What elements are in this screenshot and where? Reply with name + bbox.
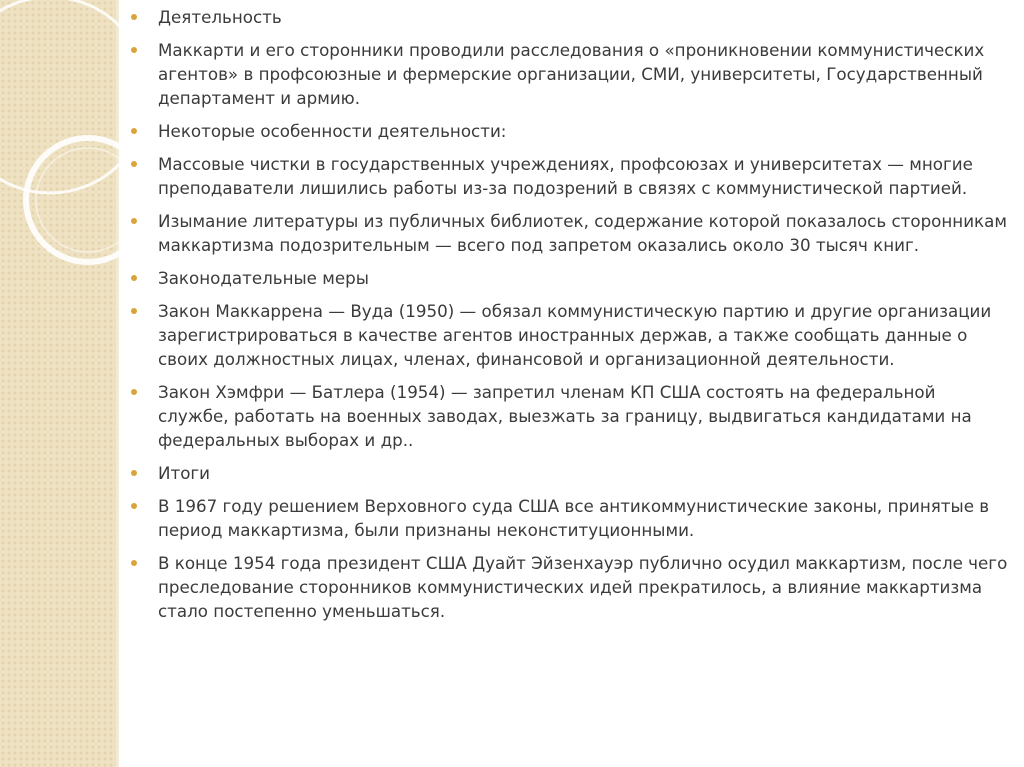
bullet-item	[126, 494, 1011, 542]
bullet-dot-icon	[131, 161, 137, 167]
bullet-text: Маккарти и его сторонники проводили расследования о «проникновении коммунистических агентов» в профсоюзные и фермерские организации, СМИ, университеты, Государственный департамент и армию.	[158, 40, 985, 108]
bullet-text: В 1967 году решением Верховного суда США все антикоммунистические законы, принятые в период маккартизма, были признаны неконституционными.	[158, 496, 990, 540]
bullet-text: Изымание литературы из публичных библиотек, содержание которой показалось сторонникам маккартизма подозрительным — всего под запретом оказались около 30 тысяч книг.	[158, 211, 1007, 255]
bullet-dot-icon	[131, 389, 137, 395]
bullet-item	[126, 152, 1011, 200]
bullet-item	[126, 209, 1011, 257]
bullet-text: Некоторые особенности деятельности:	[158, 121, 507, 141]
bullet-text: В конце 1954 года президент США Дуайт Эйзенхауэр публично осудил маккартизм, после чего преследование сторонников коммунистических идей прекратилось, а влияние маккартизма стало постепенно уменьшаться.	[158, 553, 1008, 621]
bullet-text: Законодательные меры	[158, 268, 369, 288]
bullet-dot-icon	[131, 308, 137, 314]
bullet-item	[126, 461, 1011, 485]
bullet-item	[126, 551, 1011, 623]
bullet-item	[126, 299, 1011, 371]
bullet-text: Итоги	[158, 463, 211, 483]
bullet-dot-icon	[131, 218, 137, 224]
bullet-dot-icon	[131, 470, 137, 476]
bullet-dot-icon	[131, 128, 137, 134]
bullet-dot-icon	[131, 14, 137, 20]
bullet-item	[126, 119, 1011, 143]
bullet-item	[126, 266, 1011, 290]
bullet-item	[126, 38, 1011, 110]
bullet-text: Закон Хэмфри — Батлера (1954) — запретил членам КП США состоять на федеральной службе, работать на военных заводах, выезжать за границу, выдвигаться кандидатами на федеральных выборах и др..	[158, 382, 972, 450]
bullet-dot-icon	[131, 275, 137, 281]
slide-content	[126, 5, 1011, 632]
bullet-item	[126, 5, 1011, 29]
bullet-text: Массовые чистки в государственных учреждениях, профсоюзах и университетах — многие преподаватели лишились работы из-за подозрений в связях с коммунистической партией.	[158, 154, 973, 198]
bullet-dot-icon	[131, 503, 137, 509]
bullet-item	[126, 380, 1011, 452]
bullet-dot-icon	[131, 47, 137, 53]
bullet-list	[126, 5, 1011, 623]
bullet-text: Закон Маккаррена — Вуда (1950) — обязал коммунистическую партию и другие организации зарегистрироваться в качестве агентов иностранных держав, а также сообщать данные о своих должностных лицах, членах, финансовой и организационной деятельности.	[158, 301, 992, 369]
bullet-dot-icon	[131, 560, 137, 566]
bullet-text: Деятельность	[158, 7, 282, 27]
decorative-ring-inner	[36, 148, 140, 252]
